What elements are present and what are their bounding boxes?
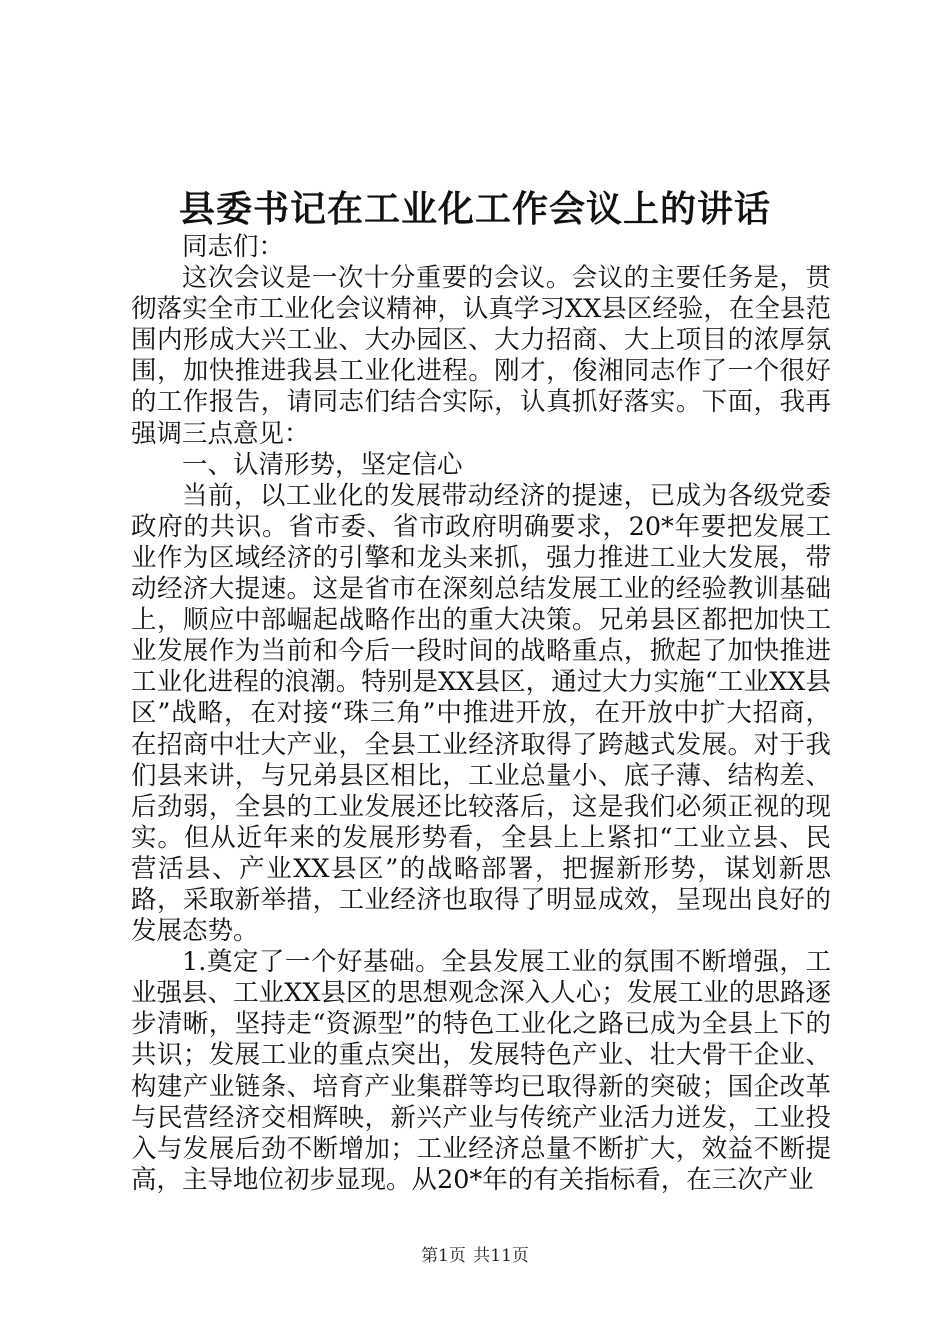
section-heading: 一、认清形势，坚定信心: [182, 449, 463, 480]
document-title: 县委书记在工业化工作会议上的讲话: [178, 188, 771, 230]
salutation-paragraph: 同志们：: [182, 232, 285, 262]
page-number: 第1页: [421, 1246, 466, 1266]
body-paragraph: 当前，以工业化的发展带动经济的提速，已成为各级党委政府的共识。省市委、省市政府明确要求，20*年要把发展工业作为区域经济的引擎和龙头来抓，强力推进工业大发展，带动经济大提速。这是省市在深刻总结发展工业的经验教训基础上，顺应中部崛起战略作出的重大决策。兄弟县区都把加快工业发展作为当前和今后一段时间的战略重点，掀起了加快推进工业化进程的浪潮。特别是XX县区，通过大力实施“工业XX县区”战略，在对接“珠三角”中推进开放，在开放中扩大招商，在招商中壮大产业，全县工业经济取得了跨越式发展。对于我们县来讲，与兄弟县区相比，工业总量小、底子薄、结构差、后劲弱，全县的工业发展还比较落后，这是我们必须正视的现实。但从近年来的发展形势看，全县上上紧扣“工业立县、民营活县、产业XX县区”的战略部署，把握新形势，谋划新思路，采取新举措，工业经济也取得了明显成效，呈现出良好的发展态势。: [131, 480, 831, 947]
intro-paragraph: 这次会议是一次十分重要的会议。会议的主要任务是，贯彻落实全市工业化会议精神，认真学习XX县区经验，在全县范围内形成大兴工业、大办园区、大力招商、大上项目的浓厚氛围，加快推进我县工业化进程。刚才，俊湘同志作了一个很好的工作报告，请同志们结合实际，认真抓好落实。下面，我再强调三点意见：: [131, 263, 831, 449]
document-body: [131, 232, 831, 1196]
page-footer: [0, 1245, 950, 1267]
page-total: 共11页: [473, 1246, 529, 1266]
body-paragraph: 1.奠定了一个好基础。全县发展工业的氛围不断增强，工业强县、工业XX县区的思想观念深入人心；发展工业的思路逐步清晰，坚持走“资源型”的特色工业化之路已成为全县上下的共识；发展工业的重点突出，发展特色产业、壮大骨干企业、构建产业链条、培育产业集群等均已取得新的突破；国企改革与民营经济交相辉映，新兴产业与传统产业活力迸发，工业投入与发展后劲不断增加；工业经济总量不断扩大，效益不断提高，主导地位初步显现。从20*年的有关指标看，在三次产业: [131, 947, 831, 1195]
